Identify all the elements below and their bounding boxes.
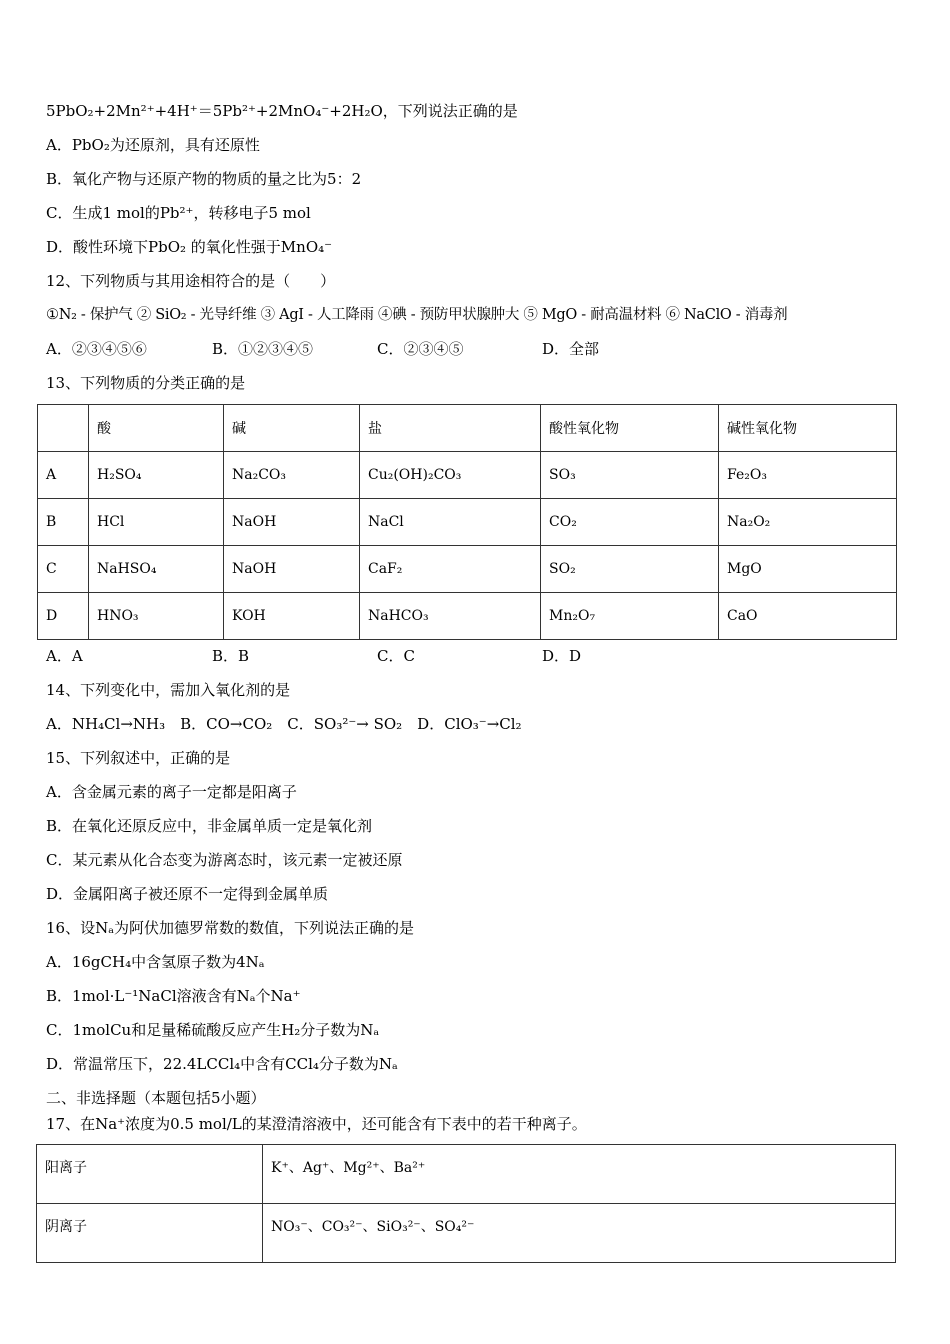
cell: NaHSO₄ bbox=[89, 546, 224, 593]
table-row bbox=[38, 593, 897, 640]
section-heading: 二、非选择题（本题包括5小题） bbox=[46, 1089, 266, 1107]
q12-option-c: C．②③④⑤ bbox=[377, 340, 464, 358]
table-row bbox=[38, 546, 897, 593]
q14-stem: 14、下列变化中，需加入氧化剂的是 bbox=[46, 681, 291, 699]
q15-option-a: A．含金属元素的离子一定都是阳离子 bbox=[46, 783, 297, 801]
cell: CaO bbox=[719, 593, 897, 640]
table-header-row bbox=[38, 405, 897, 452]
q15-option-d: D．金属阳离子被还原不一定得到金属单质 bbox=[46, 885, 329, 903]
q13-stem: 13、下列物质的分类正确的是 bbox=[46, 374, 246, 392]
q14-options: A．NH₄Cl→NH₃ B．CO→CO₂ C．SO₃²⁻→ SO₂ D．ClO₃⁻→Cl₂ bbox=[46, 715, 522, 733]
q13-option-d: D．D bbox=[542, 647, 582, 665]
cell: CaF₂ bbox=[360, 546, 541, 593]
q11-option-c: C．生成1 mol的Pb²⁺，转移电子5 mol bbox=[46, 204, 311, 222]
q16-option-a: A．16gCH₄中含氢原子数为4Nₐ bbox=[46, 953, 265, 971]
q11-option-d: D．酸性环境下PbO₂ 的氧化性强于MnO₄⁻ bbox=[46, 238, 333, 256]
cell: B bbox=[38, 499, 89, 546]
cell: C bbox=[38, 546, 89, 593]
q16-option-d: D．常温常压下，22.4LCCl₄中含有CCl₄分子数为Nₐ bbox=[46, 1055, 398, 1073]
header-cell: 碱性氧化物 bbox=[719, 405, 897, 452]
q13-option-b: B．B bbox=[212, 647, 250, 665]
cell: SO₂ bbox=[541, 546, 719, 593]
cell: Na₂CO₃ bbox=[224, 452, 360, 499]
ion-table bbox=[36, 1144, 896, 1263]
q11-option-a: A．PbO₂为还原剂，具有还原性 bbox=[46, 136, 260, 154]
cell: H₂SO₄ bbox=[89, 452, 224, 499]
q13-option-a: A．A bbox=[46, 647, 83, 665]
header-cell: 碱 bbox=[224, 405, 360, 452]
cell: K⁺、Ag⁺、Mg²⁺、Ba²⁺ bbox=[263, 1145, 896, 1204]
table-row bbox=[38, 499, 897, 546]
q15-option-b: B．在氧化还原反应中，非金属单质一定是氧化剂 bbox=[46, 817, 373, 835]
table-row bbox=[38, 452, 897, 499]
classification-table bbox=[37, 404, 897, 640]
q12-option-b: B．①②③④⑤ bbox=[212, 340, 314, 358]
q16-option-c: C．1molCu和足量稀硫酸反应产生H₂分子数为Nₐ bbox=[46, 1021, 380, 1039]
cell: 阳离子 bbox=[37, 1145, 263, 1204]
cell: NaHCO₃ bbox=[360, 593, 541, 640]
cell: NaOH bbox=[224, 499, 360, 546]
cell: D bbox=[38, 593, 89, 640]
q16-option-b: B．1mol·L⁻¹NaCl溶液含有Nₐ个Na⁺ bbox=[46, 987, 301, 1005]
q15-stem: 15、下列叙述中，正确的是 bbox=[46, 749, 231, 767]
cell: SO₃ bbox=[541, 452, 719, 499]
q11-option-b: B．氧化产物与还原产物的物质的量之比为5：2 bbox=[46, 170, 362, 188]
cell: A bbox=[38, 452, 89, 499]
q15-option-c: C．某元素从化合态变为游离态时，该元素一定被还原 bbox=[46, 851, 403, 869]
cell: 阴离子 bbox=[37, 1204, 263, 1263]
header-cell bbox=[38, 405, 89, 452]
cell: HNO₃ bbox=[89, 593, 224, 640]
cell: KOH bbox=[224, 593, 360, 640]
cell: Cu₂(OH)₂CO₃ bbox=[360, 452, 541, 499]
cell: HCl bbox=[89, 499, 224, 546]
cell: Fe₂O₃ bbox=[719, 452, 897, 499]
q12-option-d: D．全部 bbox=[542, 340, 600, 358]
cell: NaOH bbox=[224, 546, 360, 593]
cell: NaCl bbox=[360, 499, 541, 546]
cell: Na₂O₂ bbox=[719, 499, 897, 546]
cell: MgO bbox=[719, 546, 897, 593]
header-cell: 酸 bbox=[89, 405, 224, 452]
q17-stem: 17、在Na⁺浓度为0.5 mol/L的某澄清溶液中，还可能含有下表中的若干种离子。 bbox=[46, 1115, 587, 1133]
cell: CO₂ bbox=[541, 499, 719, 546]
q13-option-c: C．C bbox=[377, 647, 415, 665]
q12-items: ①N₂ - 保护气 ② SiO₂ - 光导纤维 ③ AgI - 人工降雨 ④碘 - 预防甲状腺肿大 ⑤ MgO - 耐高温材料 ⑥ NaClO - 消毒剂 bbox=[46, 307, 788, 323]
table-row bbox=[37, 1145, 896, 1204]
table-row bbox=[37, 1204, 896, 1263]
cell: NO₃⁻、CO₃²⁻、SiO₃²⁻、SO₄²⁻ bbox=[263, 1204, 896, 1263]
q12-option-a: A．②③④⑤⑥ bbox=[46, 340, 147, 358]
cell: Mn₂O₇ bbox=[541, 593, 719, 640]
header-cell: 盐 bbox=[360, 405, 541, 452]
q16-stem: 16、设Nₐ为阿伏加德罗常数的数值，下列说法正确的是 bbox=[46, 919, 415, 937]
q11-stem: 5PbO₂+2Mn²⁺+4H⁺＝5Pb²⁺+2MnO₄⁻+2H₂O，下列说法正确的是 bbox=[46, 102, 518, 120]
header-cell: 酸性氧化物 bbox=[541, 405, 719, 452]
q12-stem: 12、下列物质与其用途相符合的是（ ） bbox=[46, 272, 336, 290]
